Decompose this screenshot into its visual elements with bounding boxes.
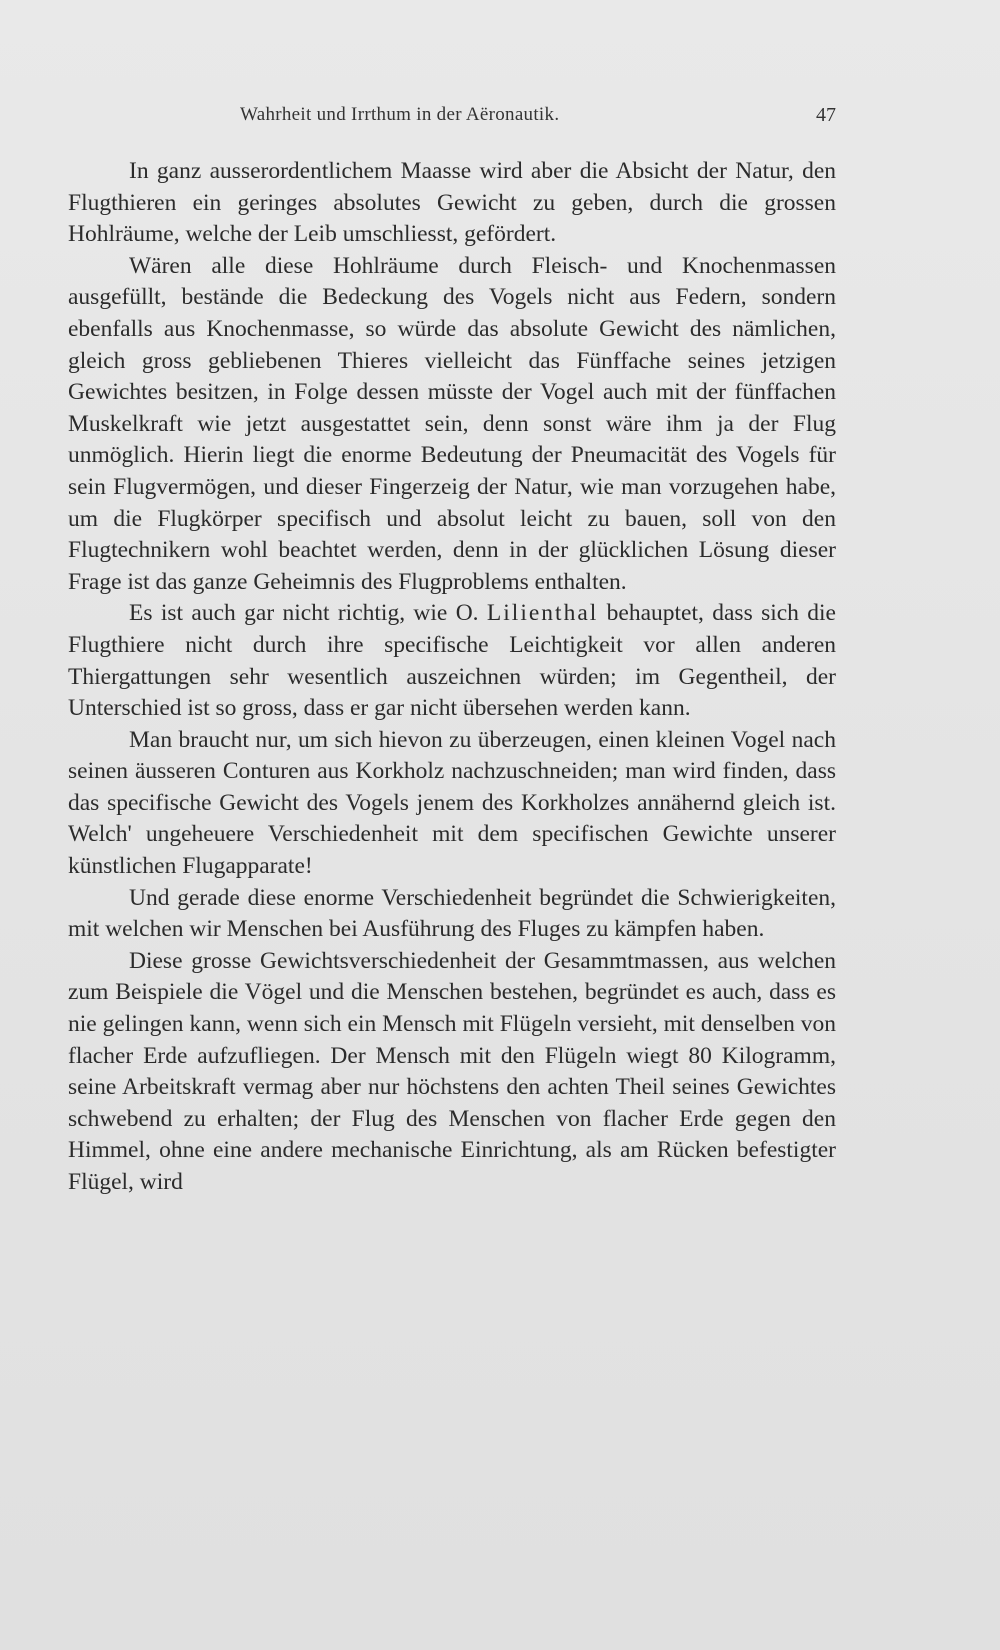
paragraph-5: Und gerade diese enorme Verschiedenheit begründet die Schwierigkeiten, mit welchen wir Menschen bei Ausführung des Fluges zu kämpfen haben. xyxy=(68,884,836,943)
paragraph-3-part-1: Es ist auch gar nicht richtig, wie O. xyxy=(129,600,487,627)
paragraph-6: Diese grosse Gewichtsverschiedenheit der Gesammtmassen, aus welchen zum Beispiele die Vögel und die Menschen bestehen, begründet es auch, dass es nie gelingen kann, wenn sich ein Mensch mit Flügeln versieht, mit denselben von flacher Erde aufzufliegen. Der Mensch mit den Flügeln wiegt 80 Kilogramm, seine Arbeitskraft vermag aber nur höchstens den achten Theil seines Gewichtes schwebend zu erhalten; der Flug des Menschen von flacher Erde gegen den Himmel, ohne eine andere mechanische Einrichtung, als am Rücken befestigter Flügel, wird xyxy=(68,947,836,1195)
paragraph-1: In ganz ausserordentlichem Maasse wird aber die Absicht der Natur, den Flugthieren ein geringes absolutes Gewicht zu geben, durch die grossen Hohlräume, welche der Leib umschliesst, gefördert. xyxy=(68,158,836,248)
paragraph-3-part-2: behauptet, dass sich die Flugthiere nicht durch ihre specifische Leichtigkeit vor allen anderen Thiergattungen sehr wesentlich auszeichnen würden; im Gegentheil, der Unterschied ist so gross, dass er gar nicht übersehen werden kann. xyxy=(68,600,836,722)
running-head xyxy=(68,104,836,134)
paragraph-3 xyxy=(68,598,836,724)
paragraph-2: Wären alle diese Hohlräume durch Fleisch- und Knochenmassen ausgefüllt, bestände die Bedeckung des Vogels nicht aus Federn, sondern ebenfalls aus Knochenmasse, so würde das absolute Gewicht des nämlichen, gleich gross gebliebenen Thieres vielleicht das Fünffache seines jetzigen Gewichtes besitzen, in Folge dessen müsste der Vogel auch mit der fünffachen Muskelkraft wie jetzt ausgestattet sein, denn sonst wäre ihm ja der Flug unmöglich. Hierin liegt die enorme Bedeutung der Pneumacität des Vogels für sein Flugvermögen, und dieser Fingerzeig der Natur, wie man vorzugehen habe, um die Flugkörper specifisch und absolut leicht zu bauen, soll von den Flugtechnikern wohl beachtet werden, denn in der glücklichen Lösung dieser Frage ist das ganze Geheimnis des Flugproblems enthalten. xyxy=(68,252,836,595)
paragraph-4: Man braucht nur, um sich hievon zu überzeugen, einen kleinen Vogel nach seinen äusseren Conturen aus Korkholz nachzuschneiden; man wird finden, dass das specifische Gewicht des Vogels jenem des Korkholzes annähernd gleich ist. Welch' ungeheuere Verschiedenheit mit dem specifischen Gewichte unserer künstlichen Flugapparate! xyxy=(68,726,836,880)
running-title: Wahrheit und Irrthum in der Aëronautik. xyxy=(240,104,560,125)
author-name-lilienthal: Lilienthal xyxy=(486,600,599,627)
body-text xyxy=(68,156,836,1199)
page-number: 47 xyxy=(816,104,836,126)
